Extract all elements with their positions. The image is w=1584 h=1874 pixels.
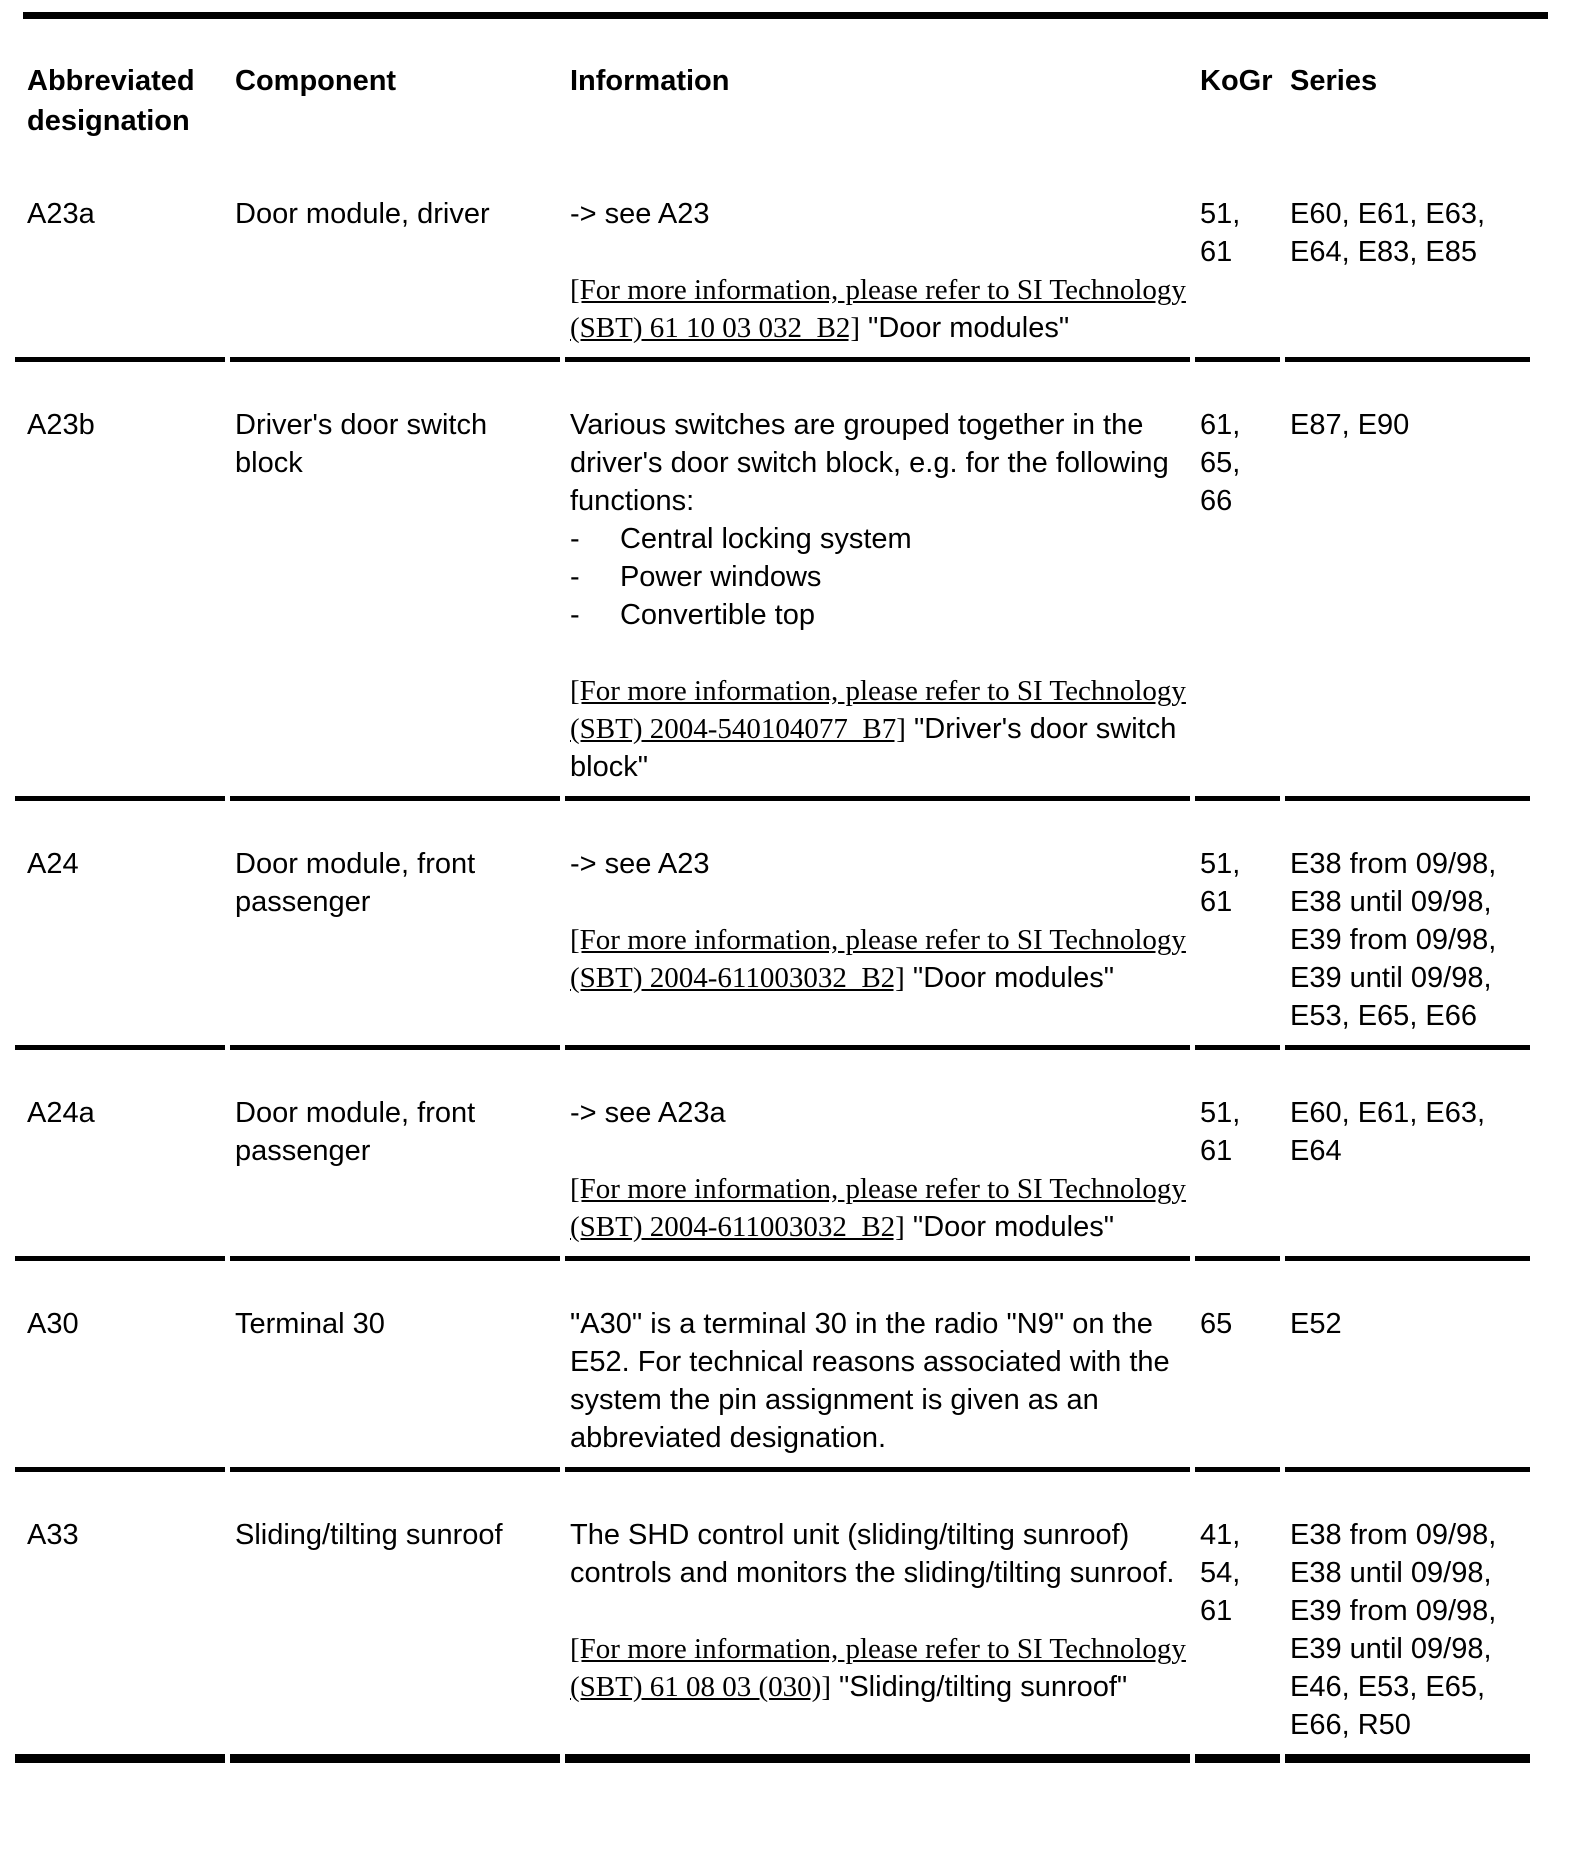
info-text: "A30" is a terminal 30 in the radio "N9" on the E52. For technical reasons associated with the system the pin assignment is given as an abbreviated designation. [570, 1308, 1170, 1454]
info-link-paragraph [570, 921, 1190, 997]
info-link-paragraph [570, 271, 1190, 347]
component-cell: Door module, front passenger [230, 801, 560, 1050]
info-text: -> see A23 [570, 848, 710, 880]
table-row-a24 [15, 801, 1530, 1050]
column-header-series: Series [1290, 65, 1378, 97]
component-cell: Door module, front passenger [230, 1050, 560, 1261]
kogr-cell: 51, 61 [1195, 1050, 1280, 1261]
column-header-information: Information [570, 65, 730, 97]
info-cell [565, 1261, 1190, 1472]
info-text: The SHD control unit (sliding/tilting sunroof) controls and monitors the sliding/tilting sunroof. [570, 1519, 1175, 1589]
component-table [10, 19, 1535, 1763]
kogr-cell: 51, 61 [1195, 801, 1280, 1050]
column-header-abbreviated-designation: Abbreviated designation [27, 65, 195, 137]
header-row [15, 19, 1530, 151]
column-header-component: Component [235, 65, 397, 97]
component-cell: Terminal 30 [230, 1261, 560, 1472]
designation-cell: A24a [15, 1050, 225, 1261]
si-technology-link[interactable]: [For more information, please refer to SI Technology (SBT) 2004-611003032_B2] [570, 1173, 1186, 1243]
info-link-paragraph [570, 672, 1190, 786]
table-row-a30 [15, 1261, 1530, 1472]
link-suffix-text: "Door modules" [860, 312, 1070, 344]
info-bullets: - Central locking system - Power windows - Convertible top [570, 523, 912, 631]
series-cell: E87, E90 [1285, 362, 1530, 801]
si-technology-link[interactable]: [For more information, please refer to SI Technology (SBT) 61 10 03 032_B2] [570, 274, 1186, 344]
kogr-cell: 41, 54, 61 [1195, 1472, 1280, 1763]
info-link-paragraph [570, 1630, 1190, 1706]
designation-cell: A30 [15, 1261, 225, 1472]
column-header-kogr: KoGr [1200, 65, 1273, 97]
kogr-cell: 51, 61 [1195, 151, 1280, 362]
info-text: -> see A23a [570, 1097, 726, 1129]
series-cell: E38 from 09/98, E38 until 09/98, E39 from 09/98, E39 until 09/98, E53, E65, E66 [1285, 801, 1530, 1050]
link-suffix-text: "Driver's door switch block" [570, 713, 1177, 783]
component-cell: Driver's door switch block [230, 362, 560, 801]
designation-cell: A23a [15, 151, 225, 362]
designation-cell: A23b [15, 362, 225, 801]
kogr-cell: 65 [1195, 1261, 1280, 1472]
series-cell: E60, E61, E63, E64, E83, E85 [1285, 151, 1530, 362]
info-cell [565, 801, 1190, 1050]
component-cell: Door module, driver [230, 151, 560, 362]
top-rule [23, 12, 1548, 19]
link-suffix-text: "Sliding/tilting sunroof" [830, 1671, 1128, 1703]
si-technology-link[interactable]: [For more information, please refer to SI Technology (SBT) 61 08 03 (030)] [570, 1633, 1186, 1703]
component-cell: Sliding/tilting sunroof [230, 1472, 560, 1763]
info-cell [565, 1472, 1190, 1763]
series-cell: E52 [1285, 1261, 1530, 1472]
designation-cell: A33 [15, 1472, 225, 1763]
info-text: Various switches are grouped together in the driver's door switch block, e.g. for the following functions: [570, 409, 1169, 517]
link-suffix-text: "Door modules" [904, 962, 1115, 994]
info-cell [565, 362, 1190, 801]
si-technology-link[interactable]: [For more information, please refer to SI Technology (SBT) 2004-540104077_B7] [570, 675, 1186, 745]
table-row-a24a [15, 1050, 1530, 1261]
kogr-cell: 61, 65, 66 [1195, 362, 1280, 801]
link-suffix-text: "Door modules" [904, 1211, 1115, 1243]
designation-cell: A24 [15, 801, 225, 1050]
info-cell [565, 1050, 1190, 1261]
series-cell: E60, E61, E63, E64 [1285, 1050, 1530, 1261]
table-row-a23a [15, 151, 1530, 362]
table-row-a33 [15, 1472, 1530, 1763]
series-cell: E38 from 09/98, E38 until 09/98, E39 from 09/98, E39 until 09/98, E46, E53, E65, E66, R50 [1285, 1472, 1530, 1763]
info-link-paragraph [570, 1170, 1190, 1246]
info-cell [565, 151, 1190, 362]
table-row-a23b [15, 362, 1530, 801]
si-technology-link[interactable]: [For more information, please refer to SI Technology (SBT) 2004-611003032_B2] [570, 924, 1186, 994]
info-text: -> see A23 [570, 198, 710, 230]
